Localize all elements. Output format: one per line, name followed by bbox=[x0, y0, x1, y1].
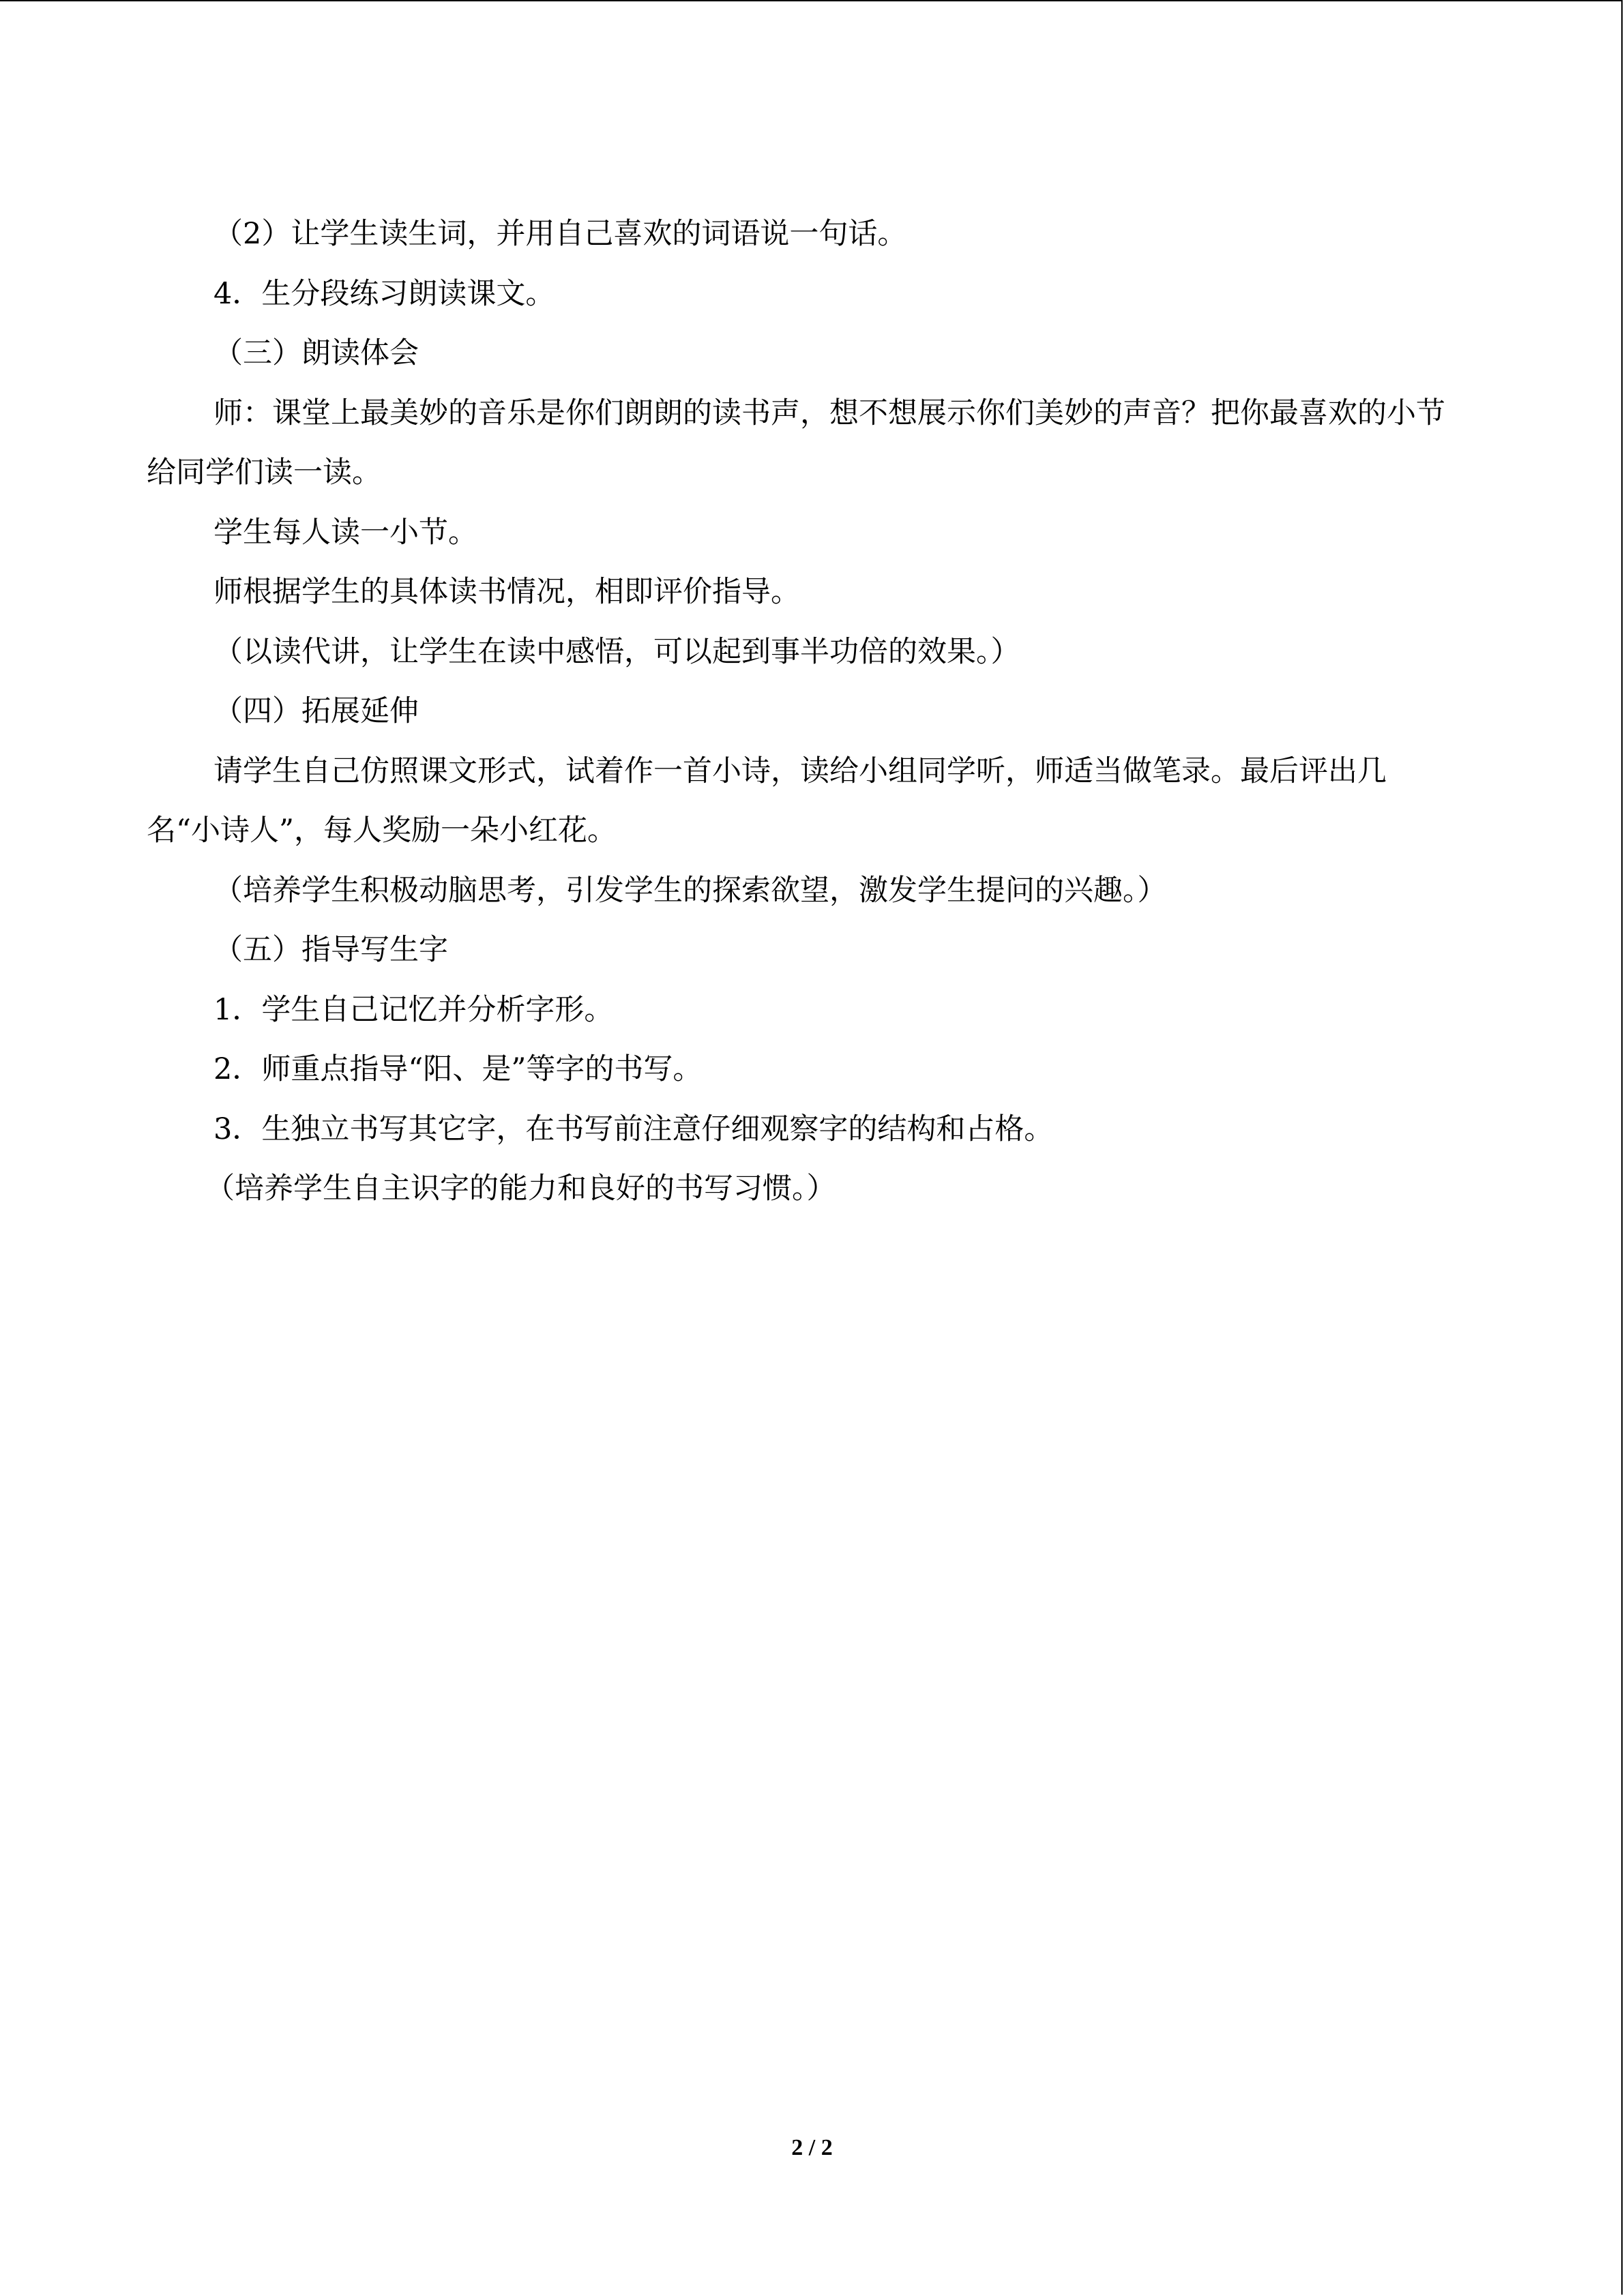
page-number: 2 / 2 bbox=[791, 2135, 833, 2160]
paragraph-poem-activity: 请学生自己仿照课文形式，试着作一首小诗，读给小组同学听，师适当做笔录。最后评出几名“小诗人”，每人奖励一朵小红花。 bbox=[147, 754, 1387, 848]
note-self-literacy: （培养学生自主识字的能力和良好的书写习惯。） bbox=[205, 1172, 836, 1206]
section-heading-reading-experience: （三）朗读体会 bbox=[213, 336, 419, 370]
paragraph-step-4: 4．生分段练习朗读课文。 bbox=[213, 276, 555, 311]
paragraph-teacher-evaluation: 师根据学生的具体读书情况，相即评价指导。 bbox=[213, 575, 800, 609]
section-heading-extension: （四）拓展延伸 bbox=[213, 694, 419, 728]
paragraph-teacher-prompt: 师：课堂上最美妙的音乐是你们朗朗的读书声，想不想展示你们美妙的声音？把你最喜欢的小节给同学们读一读。 bbox=[147, 396, 1445, 490]
paragraph-step-1: 1．学生自己记忆并分析字形。 bbox=[213, 992, 614, 1027]
paragraph-step-3: 3．生独立书写其它字，在书写前注意仔细观察字的结构和占格。 bbox=[213, 1112, 1054, 1146]
note-reading-instead-of-lecture: （以读代讲，让学生在读中感悟，可以起到事半功倍的效果。） bbox=[213, 634, 1020, 669]
document-body bbox=[147, 205, 1456, 1219]
note-active-thinking: （培养学生积极动脑思考，引发学生的探索欲望，激发学生提问的兴趣。） bbox=[213, 873, 1167, 908]
paragraph-reading-new-words: （2）让学生读生词，并用自己喜欢的词语说一句话。 bbox=[213, 217, 907, 251]
paragraph-step-2: 2．师重点指导“阳、是”等字的书写。 bbox=[213, 1052, 703, 1086]
paragraph-student-reading: 学生每人读一小节。 bbox=[213, 515, 477, 550]
section-heading-writing-characters: （五）指导写生字 bbox=[213, 933, 448, 967]
